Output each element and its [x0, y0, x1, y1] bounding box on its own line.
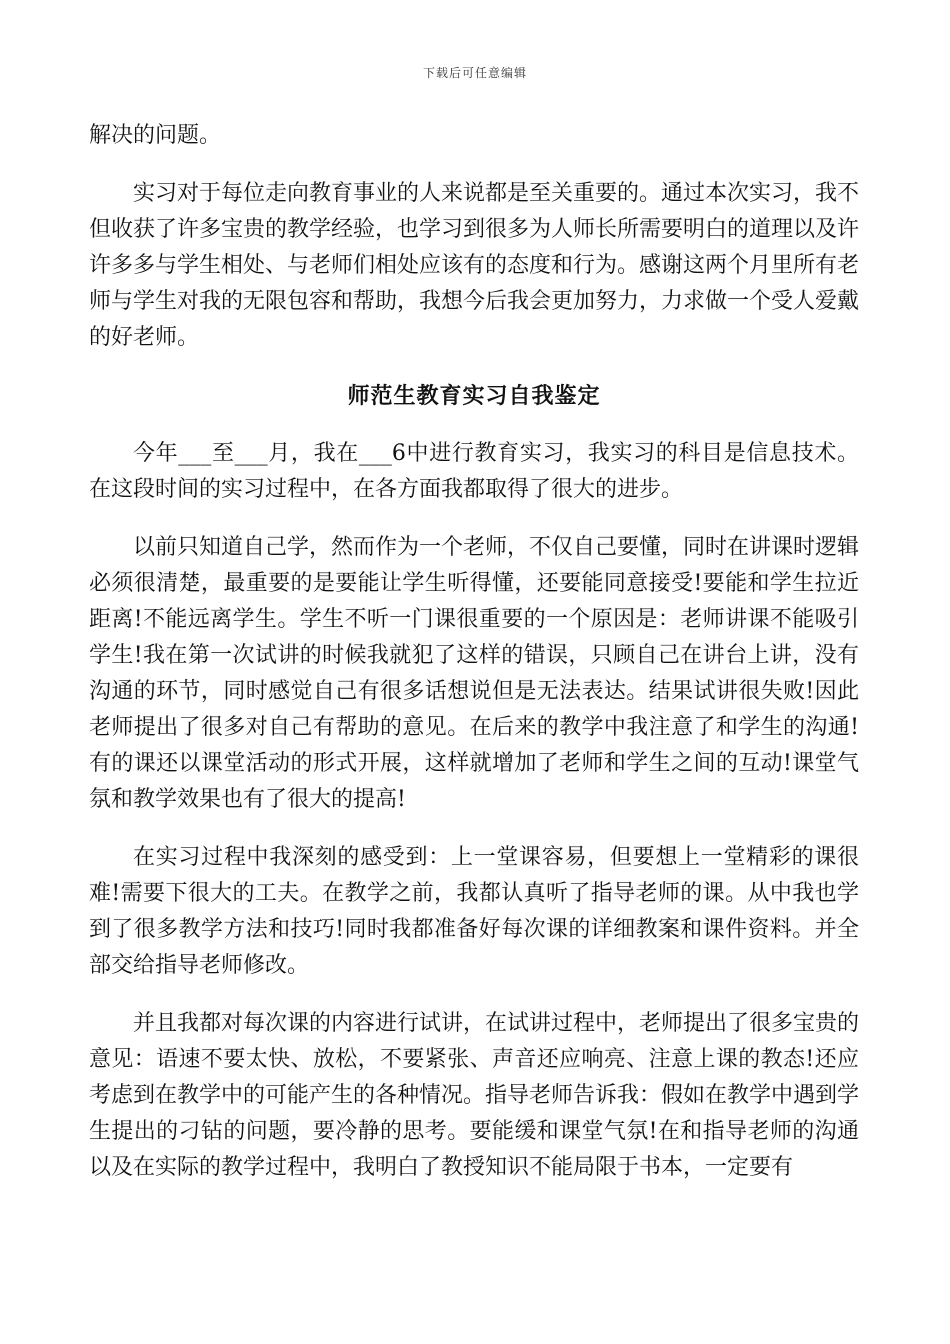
paragraph-teaching-lessons: 以前只知道自己学，然而作为一个老师，不仅自己要懂，同时在讲课时逻辑必须很清楚，最重要的是要能让学生听得懂，还要能同意接受!要能和学生拉近距离!不能远离学生。学生不听一门课很重要的一个原因是：老师讲课不能吸引学生!我在第一次试讲的时候我就犯了这样的错误，只顾自己在讲台上讲，没有沟通的环节，同时感觉自己有很多话想说但是无法表达。结果试讲很失败!因此老师提出了很多对自己有帮助的意见。在后来的教学中我注意了和学生的沟通!有的课还以课堂活动的形式开展，这样就增加了老师和学生之间的互动!课堂气氛和教学效果也有了很大的提高!: [89, 535, 860, 812]
section-title: 师范生教育实习自我鉴定: [347, 383, 601, 409]
paragraph-internship-importance: 实习对于每位走向教育事业的人来说都是至关重要的。通过本次实习，我不但收获了许多宝贵的教学经验，也学习到很多为人师长所需要明白的道理以及许许多多与学生相处、与老师们相处应该有的态度和行为。感谢这两个月里所有老师与学生对我的无限包容和帮助，我想今后我会更加努力，力求做一个受人爱戴的好老师。: [89, 181, 860, 350]
paragraph-trial-lectures: 并且我都对每次课的内容进行试讲，在试讲过程中，老师提出了很多宝贵的意见：语速不要太快、放松，不要紧张、声音还应响亮、注意上课的教态!还应考虑到在教学中的可能产生的各种情况。指导老师告诉我：假如在教学中遇到学生提出的刁钻的问题，要冷静的思考。要能缓和课堂气氛!在和指导老师的沟通以及在实际的教学过程中，我明白了教授知识不能局限于书本，一定要有: [89, 1011, 860, 1180]
document-body: [89, 118, 859, 1208]
paragraph-preparation: 在实习过程中我深刻的感受到：上一堂课容易，但要想上一堂精彩的课很难!需要下很大的工夫。在教学之前，我都认真听了指导老师的课。从中我也学到了很多教学方法和技巧!同时我都准备好每次课的详细教案和课件资料。并全部交给指导老师修改。: [89, 845, 859, 978]
paragraph-intro: 今年___至___月，我在___6中进行教育实习，我实习的科目是信息技术。在这段时间的实习过程中，在各方面我都取得了很大的进步。: [89, 441, 859, 502]
paragraph-continuation: 解决的问题。: [89, 123, 222, 148]
page-header-note: 下载后可任意编辑: [422, 66, 527, 80]
